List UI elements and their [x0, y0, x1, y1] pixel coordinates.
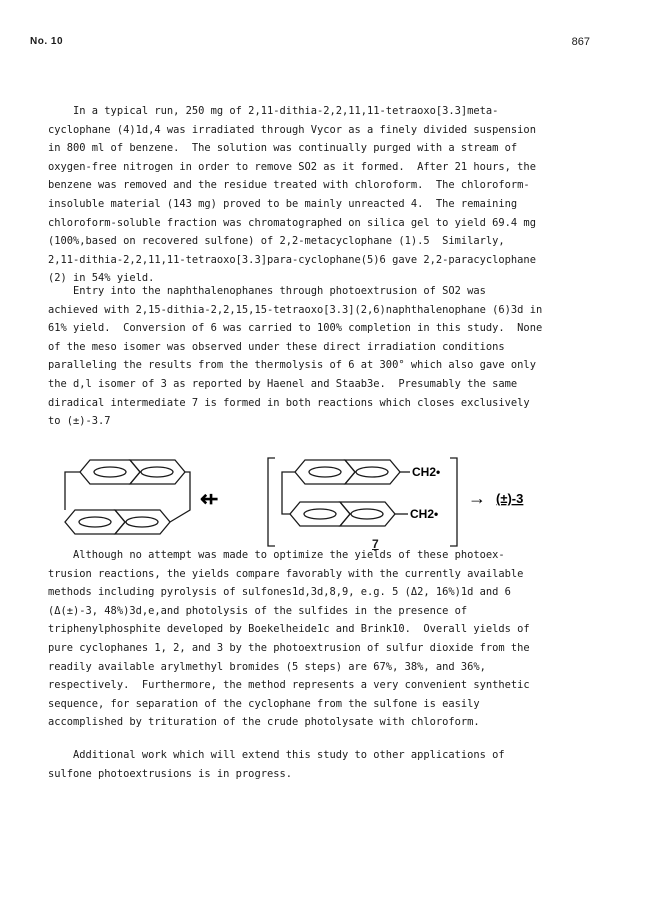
paragraph-4 [48, 746, 628, 783]
journal-issue: No. 10 [30, 36, 64, 47]
paragraph-1-line: insoluble material (143 mg) proved to be mainly unreacted 4. The remaining [48, 197, 518, 210]
paragraph-3-line: (Δ(±)-3, 48%)3d,e,and photolysis of the sulfides in the presence of [48, 604, 468, 617]
paragraph-1-line: 2,11-dithia-2,2,11,11-tetraoxo[3.3]para-cyclophane(5)6 gave 2,2-paracyclophane [48, 253, 536, 266]
paragraph-3-line: trusion reactions, the yields compare favorably with the currently available [48, 567, 524, 580]
paragraph-1 [48, 102, 628, 288]
reaction-arrow: → [468, 488, 486, 508]
paragraph-3-line: readily available arylmethyl bromides (5 steps) are 67%, 38%, and 36%, [48, 660, 486, 673]
naphthalenophane-structure [65, 460, 190, 534]
bracket-left [268, 458, 275, 546]
bracket-right [450, 458, 457, 546]
paragraph-2-line: achieved with 2,15-dithia-2,2,15,15-tetraoxo[3.3](2,6)naphthalenophane (6)3d in [48, 303, 543, 316]
paragraph-2-line: paralleling the results from the thermolysis of 6 at 300° which also gave only [48, 359, 536, 372]
paragraph-2-line: the d,l isomer of 3 as reported by Haenel and Staab3e. Presumably the same [48, 377, 518, 390]
paragraph-2-line: Entry into the naphthalenophanes through photoextrusion of SO2 was [48, 285, 486, 297]
paragraph-3 [48, 546, 628, 732]
compound-7-label: 7 [372, 537, 379, 551]
paragraph-3-line: methods including pyrolysis of sulfones1d,3d,8,9, e.g. 5 (Δ2, 16%)1d and 6 [48, 586, 511, 599]
blocked-arrow: ⇷ [200, 486, 219, 511]
paragraph-2-line: diradical intermediate 7 is formed in both reactions which closes exclusively [48, 396, 530, 409]
page-number: 867 [571, 36, 590, 48]
paragraph-3-line: respectively. Furthermore, the method represents a very convenient synthetic [48, 679, 530, 692]
paragraph-4-line: sulfone photoextrusions is in progress. [48, 767, 292, 780]
paragraph-3-line: triphenylphosphite developed by Boekelheide1c and Brink10. Overall yields of [48, 623, 530, 636]
paragraph-3-line: pure cyclophanes 1, 2, and 3 by the photoextrusion of sulfur dioxide from the [48, 641, 530, 654]
paragraph-3-line: Although no attempt was made to optimize the yields of these photoex- [48, 549, 505, 561]
paragraph-3-line: accomplished by trituration of the crude photolysate with chloroform. [48, 716, 480, 729]
paragraph-1-line: oxygen-free nitrogen in order to remove SO2 as it formed. After 21 hours, the [48, 160, 536, 173]
paragraph-1-line: (2) in 54% yield. [48, 272, 155, 285]
paragraph-4-line: Additional work which will extend this study to other applications of [48, 749, 505, 761]
diradical-structure [282, 460, 410, 526]
ch2-radical-top: CH2• [412, 465, 441, 479]
paragraph-3-line: sequence, for separation of the cyclophane from the sulfone is easily [48, 697, 480, 710]
paragraph-1-line: in 800 ml of benzene. The solution was continually purged with a stream of [48, 142, 518, 155]
paragraph-2-line: of the meso isomer was observed under these direct irradiation conditions [48, 340, 505, 353]
paragraph-1-line: cyclophane (4)1d,4 was irradiated through Vycor as a finely divided suspension [48, 123, 536, 136]
paragraph-1-line: benzene was removed and the residue treated with chloroform. The chloroform- [48, 179, 530, 192]
ch2-radical-bottom: CH2• [410, 507, 439, 521]
paragraph-1-line: (100%,based on recovered sulfone) of 2,2-metacyclophane (1).5 Similarly, [48, 235, 505, 248]
paragraph-1-line: In a typical run, 250 mg of 2,11-dithia-2,2,11,11-tetraoxo[3.3]meta- [48, 105, 499, 117]
paragraph-2 [48, 282, 628, 431]
paragraph-1-line: chloroform-soluble fraction was chromatographed on silica gel to yield 69.4 mg [48, 216, 536, 229]
product-label: (±)-3 [496, 491, 524, 506]
paragraph-2-line: to (±)-3.7 [48, 415, 111, 428]
paragraph-2-line: 61% yield. Conversion of 6 was carried to 100% completion in this study. None [48, 322, 543, 335]
